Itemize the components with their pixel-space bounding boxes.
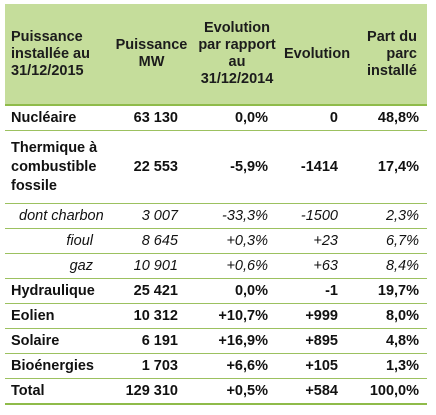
table-row-total xyxy=(5,379,427,405)
row-label: Bioénergies xyxy=(5,354,109,379)
table-row-nucleaire xyxy=(5,105,427,131)
row-power: 22 553 xyxy=(109,131,194,204)
row-share: 8,4% xyxy=(350,254,427,279)
row-evolution-percent: +6,6% xyxy=(194,354,280,379)
table-row-hydraulique xyxy=(5,279,427,304)
row-evolution: 0 xyxy=(280,105,350,131)
table-row-fioul xyxy=(5,229,427,254)
row-power: 6 191 xyxy=(109,329,194,354)
row-share: 19,7% xyxy=(350,279,427,304)
row-label: Eolien xyxy=(5,304,109,329)
row-power: 10 312 xyxy=(109,304,194,329)
row-label: fioul xyxy=(5,229,109,254)
row-evolution: -1 xyxy=(280,279,350,304)
table-row-solaire xyxy=(5,329,427,354)
row-power: 63 130 xyxy=(109,105,194,131)
row-evolution-percent: +0,6% xyxy=(194,254,280,279)
installed-capacity-table xyxy=(5,4,427,405)
row-share: 8,0% xyxy=(350,304,427,329)
row-evolution: +895 xyxy=(280,329,350,354)
row-evolution: +23 xyxy=(280,229,350,254)
header-share: Part du parc installé xyxy=(350,4,427,105)
table-row-thermique xyxy=(5,131,427,204)
row-share: 4,8% xyxy=(350,329,427,354)
header-installed-capacity: Puissance installée au 31/12/2015 xyxy=(5,4,109,105)
row-evolution: -1500 xyxy=(280,204,350,229)
row-label: dont charbon xyxy=(5,204,109,229)
row-evolution-percent: +10,7% xyxy=(194,304,280,329)
header-evolution: Evolution xyxy=(280,4,350,105)
row-evolution-percent: 0,0% xyxy=(194,279,280,304)
row-evolution: +63 xyxy=(280,254,350,279)
row-evolution: +584 xyxy=(280,379,350,405)
row-evolution-percent: +16,9% xyxy=(194,329,280,354)
row-evolution-percent: -5,9% xyxy=(194,131,280,204)
row-power: 3 007 xyxy=(109,204,194,229)
row-evolution: +999 xyxy=(280,304,350,329)
header-row xyxy=(5,4,427,105)
table-header xyxy=(5,4,427,105)
row-power: 25 421 xyxy=(109,279,194,304)
row-label: Solaire xyxy=(5,329,109,354)
row-share: 1,3% xyxy=(350,354,427,379)
row-share: 17,4% xyxy=(350,131,427,204)
row-label: Total xyxy=(5,379,109,405)
table-body xyxy=(5,105,427,404)
row-evolution-percent: +0,3% xyxy=(194,229,280,254)
row-evolution-percent: +0,5% xyxy=(194,379,280,405)
row-power: 1 703 xyxy=(109,354,194,379)
header-power-mw: Puissance MW xyxy=(109,4,194,105)
row-evolution-percent: 0,0% xyxy=(194,105,280,131)
table-row-eolien xyxy=(5,304,427,329)
row-share: 2,3% xyxy=(350,204,427,229)
table-row-gaz xyxy=(5,254,427,279)
capacity-table-container xyxy=(5,4,427,405)
table-row-bioenergies xyxy=(5,354,427,379)
header-evolution-percent: Evolution par rapport au 31/12/2014 xyxy=(194,4,280,105)
row-power: 10 901 xyxy=(109,254,194,279)
row-evolution-percent: -33,3% xyxy=(194,204,280,229)
row-label: Thermique à combustible fossile xyxy=(5,131,109,204)
row-label: Hydraulique xyxy=(5,279,109,304)
row-share: 6,7% xyxy=(350,229,427,254)
row-evolution: -1414 xyxy=(280,131,350,204)
row-label: Nucléaire xyxy=(5,105,109,131)
row-power: 129 310 xyxy=(109,379,194,405)
table-row-charbon xyxy=(5,204,427,229)
row-power: 8 645 xyxy=(109,229,194,254)
row-share: 100,0% xyxy=(350,379,427,405)
row-label: gaz xyxy=(5,254,109,279)
row-evolution: +105 xyxy=(280,354,350,379)
row-share: 48,8% xyxy=(350,105,427,131)
